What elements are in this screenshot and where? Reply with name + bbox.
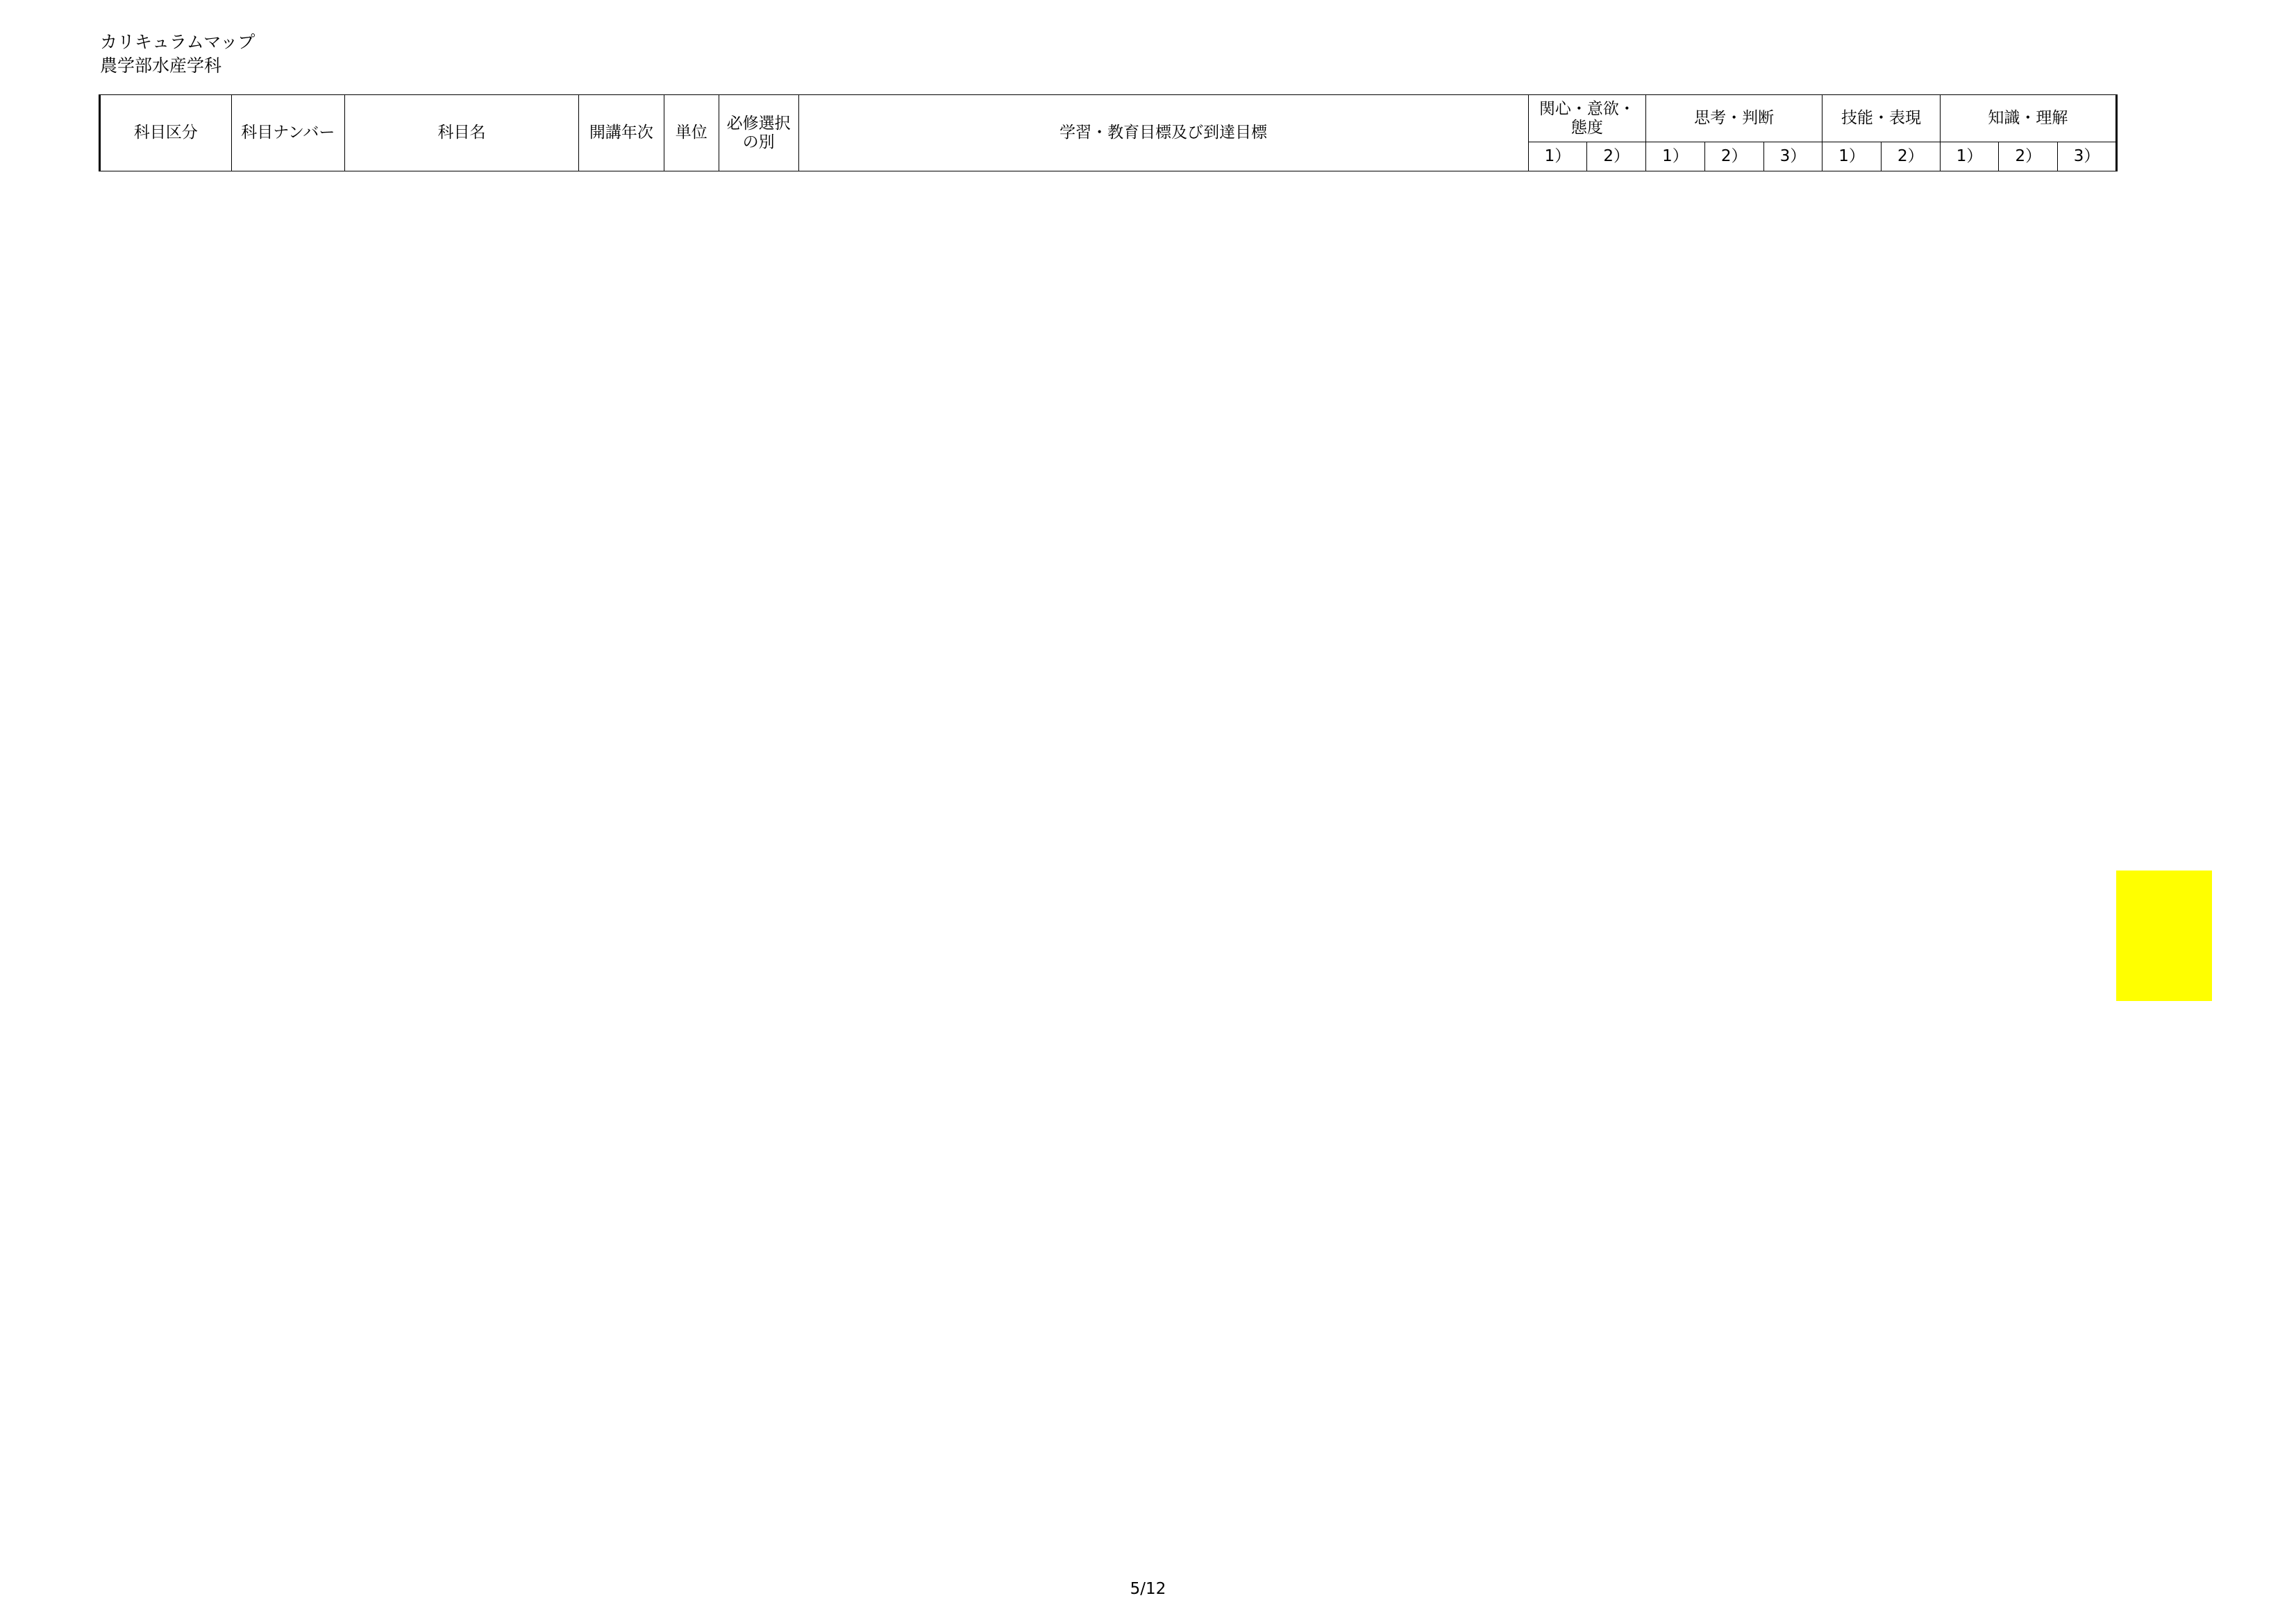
header-group-skills: 技能・表現 <box>1822 95 1940 142</box>
department-title: 農学部水産学科 <box>100 56 222 76</box>
subheader-cell: 1） <box>1528 142 1587 171</box>
subheader-cell: 1） <box>1646 142 1705 171</box>
subheader-cell: 2） <box>1704 142 1763 171</box>
yellow-highlight <box>2116 871 2212 1001</box>
document-title: カリキュラムマップ <box>100 32 255 52</box>
subheader-cell: 2） <box>1587 142 1646 171</box>
header-goals: 学習・教育目標及び到達目標 <box>798 95 1528 171</box>
header-required: 必修選択の別 <box>719 95 798 171</box>
subheader-cell: 1） <box>1940 142 1999 171</box>
subheader-cell: 3） <box>1763 142 1822 171</box>
subheader-cell: 1） <box>1822 142 1882 171</box>
subheader-cell: 2） <box>1881 142 1940 171</box>
page-number: 5/12 <box>1130 1580 1166 1598</box>
header-category: 科目区分 <box>100 95 232 171</box>
header-number: 科目ナンバー <box>231 95 344 171</box>
subheader-cell: 3） <box>2058 142 2117 171</box>
header-group-knowledge: 知識・理解 <box>1940 95 2116 142</box>
subheader-cell: 2） <box>1999 142 2058 171</box>
header-subject: 科目名 <box>345 95 579 171</box>
curriculum-map-table <box>99 94 2118 171</box>
header-year: 開講年次 <box>578 95 664 171</box>
header-group-thinking: 思考・判断 <box>1646 95 1822 142</box>
header-row <box>100 95 2117 142</box>
header-units: 単位 <box>664 95 719 171</box>
header-group-interest: 関心・意欲・態度 <box>1528 95 1645 142</box>
